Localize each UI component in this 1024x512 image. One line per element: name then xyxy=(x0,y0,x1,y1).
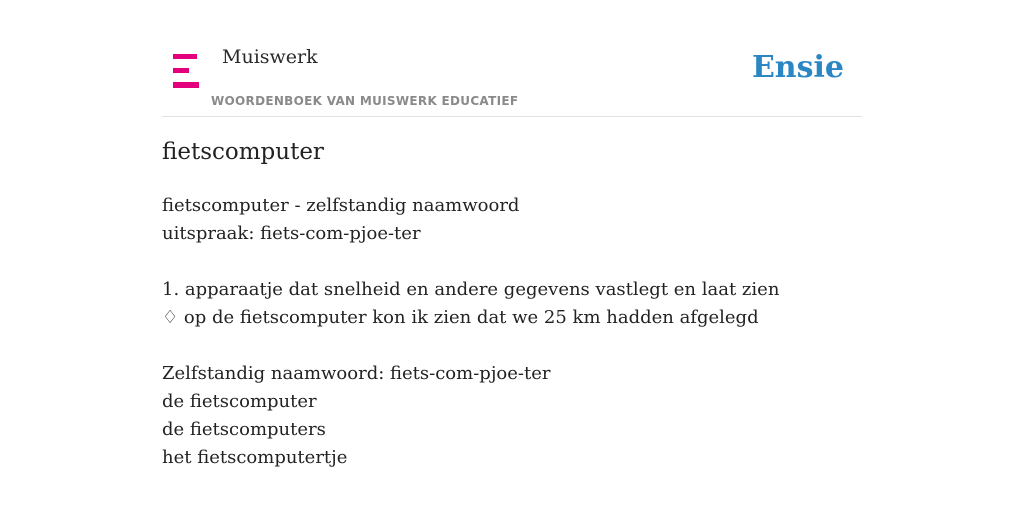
entry-title: fietscomputer xyxy=(162,139,324,165)
entry-line-definition: 1. apparaatje dat snelheid en andere gegevens vastlegt en laat zien xyxy=(162,279,780,300)
entry-line-pos: fietscomputer - zelfstandig naamwoord xyxy=(162,195,520,216)
entry-line-diminutive: het fietscomputertje xyxy=(162,447,348,468)
entry-line-singular: de fietscomputer xyxy=(162,391,317,412)
site-header xyxy=(162,0,862,117)
site-subtitle: WOORDENBOEK VAN MUISWERK EDUCATIEF xyxy=(211,94,519,108)
entry-line-blank xyxy=(162,248,862,276)
muiswerk-logo-icon[interactable] xyxy=(172,54,200,88)
entry-line-pronunciation: uitspraak: fiets-com-pjoe-ter xyxy=(162,223,421,244)
page-container xyxy=(162,0,862,512)
entry-line-blank xyxy=(162,332,862,360)
entry-line-example: ♢ op de fietscomputer kon ik zien dat we 25 km hadden afgelegd xyxy=(162,307,759,328)
entry-line-inflection-header: Zelfstandig naamwoord: fiets-com-pjoe-ter xyxy=(162,363,551,384)
ensie-logo[interactable]: Ensie xyxy=(751,50,844,85)
site-name[interactable]: Muiswerk xyxy=(222,46,318,68)
entry-body xyxy=(162,192,862,472)
entry-line-plural: de fietscomputers xyxy=(162,419,326,440)
